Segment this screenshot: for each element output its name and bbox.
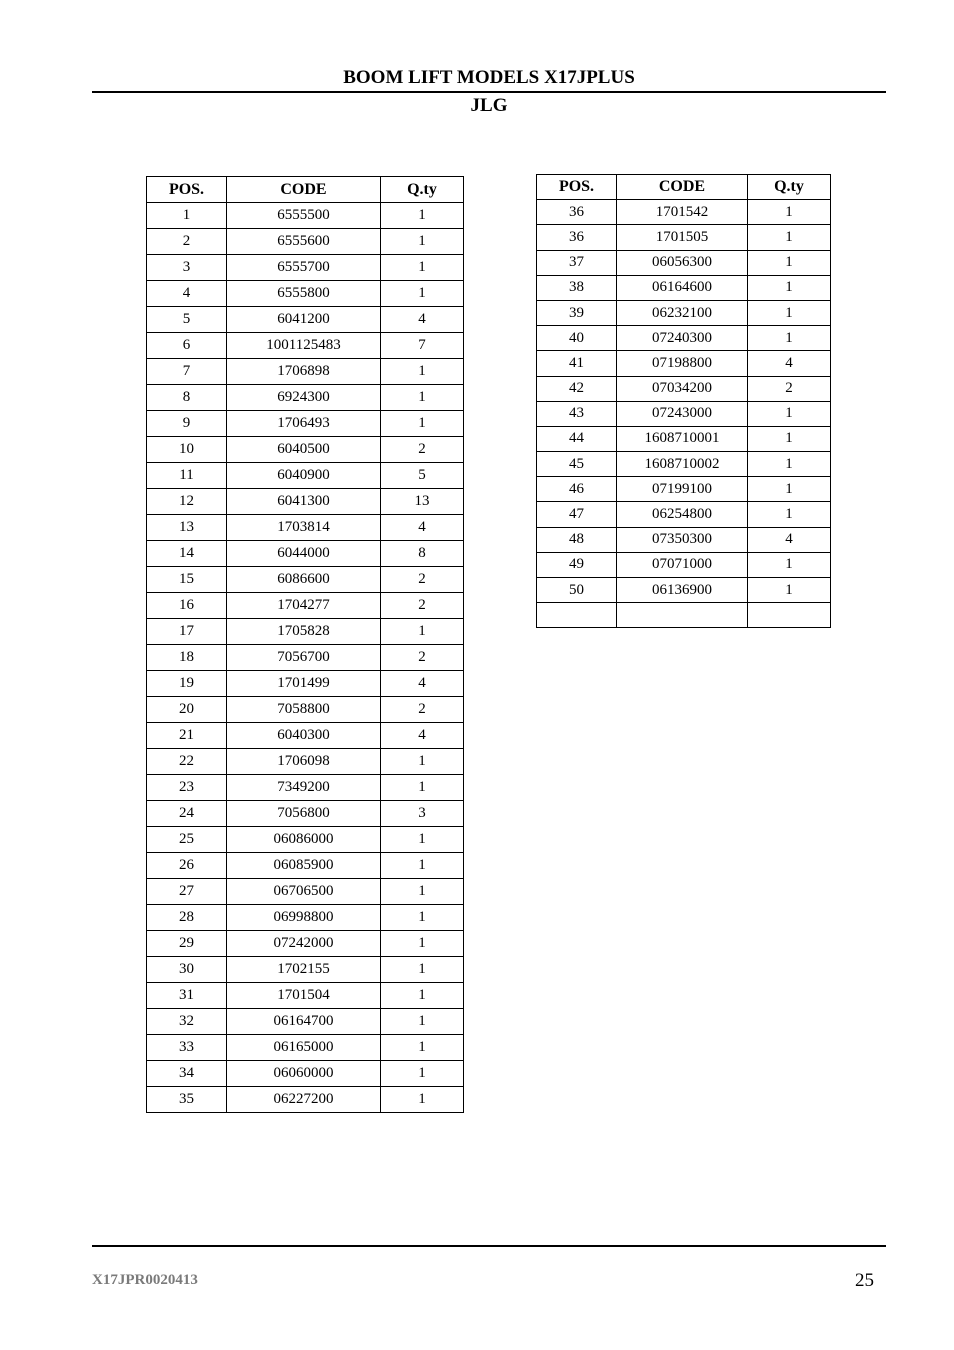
code-cell: 1706493 <box>227 411 381 437</box>
qty-cell: 1 <box>381 255 464 281</box>
qty-cell: 1 <box>748 275 831 300</box>
pos-cell: 7 <box>147 359 227 385</box>
qty-cell: 1 <box>381 775 464 801</box>
qty-cell: 3 <box>381 801 464 827</box>
code-cell: 06060000 <box>227 1061 381 1087</box>
table-row <box>537 300 831 325</box>
pos-cell: 36 <box>537 225 617 250</box>
pos-cell: 28 <box>147 905 227 931</box>
table-header-row <box>147 177 464 203</box>
table-row <box>147 1009 464 1035</box>
pos-cell: 21 <box>147 723 227 749</box>
pos-cell: 32 <box>147 1009 227 1035</box>
table-row <box>147 645 464 671</box>
table-row <box>147 281 464 307</box>
table-row <box>147 671 464 697</box>
code-cell: 1702155 <box>227 957 381 983</box>
qty-cell: 8 <box>381 541 464 567</box>
table-row <box>147 931 464 957</box>
pos-cell: 41 <box>537 351 617 376</box>
qty-cell: 1 <box>748 250 831 275</box>
table-row <box>147 879 464 905</box>
code-cell: 7349200 <box>227 775 381 801</box>
parts-table-left-body <box>147 203 464 1113</box>
pos-cell: 3 <box>147 255 227 281</box>
code-cell: 06706500 <box>227 879 381 905</box>
code-cell: 07243000 <box>617 401 748 426</box>
code-cell: 1701499 <box>227 671 381 697</box>
pos-cell <box>537 603 617 628</box>
pos-cell: 50 <box>537 578 617 603</box>
table-row <box>537 603 831 628</box>
qty-cell: 7 <box>381 333 464 359</box>
qty-cell: 1 <box>381 957 464 983</box>
pos-cell: 11 <box>147 463 227 489</box>
table-row <box>537 351 831 376</box>
code-cell: 7056700 <box>227 645 381 671</box>
qty-cell: 1 <box>748 225 831 250</box>
qty-cell: 1 <box>381 983 464 1009</box>
code-cell: 06136900 <box>617 578 748 603</box>
pos-cell: 49 <box>537 552 617 577</box>
qty-cell: 4 <box>381 515 464 541</box>
qty-cell: 1 <box>748 200 831 225</box>
table-row <box>147 853 464 879</box>
pos-cell: 10 <box>147 437 227 463</box>
pos-cell: 5 <box>147 307 227 333</box>
code-cell: 6040900 <box>227 463 381 489</box>
pos-cell: 45 <box>537 452 617 477</box>
pos-cell: 6 <box>147 333 227 359</box>
pos-cell: 39 <box>537 300 617 325</box>
table-header-row <box>537 175 831 200</box>
qty-cell: 4 <box>381 307 464 333</box>
pos-cell: 9 <box>147 411 227 437</box>
code-cell: 6924300 <box>227 385 381 411</box>
pos-cell: 48 <box>537 527 617 552</box>
table-row <box>537 275 831 300</box>
table-row <box>147 489 464 515</box>
table-row <box>537 452 831 477</box>
table-row <box>147 801 464 827</box>
document-subtitle: JLG <box>470 95 508 116</box>
pos-cell: 18 <box>147 645 227 671</box>
pos-cell: 46 <box>537 477 617 502</box>
table-row <box>537 426 831 451</box>
pos-cell: 23 <box>147 775 227 801</box>
code-cell: 06086000 <box>227 827 381 853</box>
table-row <box>147 255 464 281</box>
code-cell: 6044000 <box>227 541 381 567</box>
page-number: 25 <box>855 1270 874 1291</box>
table-row <box>147 983 464 1009</box>
code-cell: 6040300 <box>227 723 381 749</box>
qty-cell: 1 <box>381 1087 464 1113</box>
code-cell: 1001125483 <box>227 333 381 359</box>
table-row <box>147 619 464 645</box>
qty-cell: 4 <box>381 671 464 697</box>
table-row <box>147 359 464 385</box>
qty-cell: 1 <box>381 1035 464 1061</box>
code-cell: 1706898 <box>227 359 381 385</box>
qty-cell: 1 <box>381 931 464 957</box>
pos-cell: 24 <box>147 801 227 827</box>
code-cell: 06085900 <box>227 853 381 879</box>
code-cell: 06056300 <box>617 250 748 275</box>
table-row <box>147 541 464 567</box>
qty-cell: 1 <box>381 203 464 229</box>
code-cell: 07071000 <box>617 552 748 577</box>
qty-cell: 1 <box>381 1061 464 1087</box>
table-row <box>147 827 464 853</box>
pos-cell: 25 <box>147 827 227 853</box>
table-row <box>147 749 464 775</box>
pos-cell: 2 <box>147 229 227 255</box>
table-row <box>537 326 831 351</box>
table-row <box>147 515 464 541</box>
pos-cell: 15 <box>147 567 227 593</box>
parts-table-left <box>146 176 464 1113</box>
code-cell: 1701504 <box>227 983 381 1009</box>
pos-cell: 31 <box>147 983 227 1009</box>
qty-cell <box>748 603 831 628</box>
table-row <box>537 578 831 603</box>
code-cell: 06164600 <box>617 275 748 300</box>
table-row <box>537 527 831 552</box>
qty-cell: 2 <box>748 376 831 401</box>
qty-cell: 4 <box>748 527 831 552</box>
code-cell: 07199100 <box>617 477 748 502</box>
code-cell: 6555800 <box>227 281 381 307</box>
table-row <box>147 203 464 229</box>
pos-cell: 17 <box>147 619 227 645</box>
qty-cell: 1 <box>748 326 831 351</box>
code-cell: 06164700 <box>227 1009 381 1035</box>
qty-cell: 2 <box>381 697 464 723</box>
qty-cell: 1 <box>748 452 831 477</box>
pos-cell: 20 <box>147 697 227 723</box>
qty-cell: 1 <box>381 385 464 411</box>
code-cell: 07242000 <box>227 931 381 957</box>
column-header-code: CODE <box>617 175 748 200</box>
code-cell: 6555600 <box>227 229 381 255</box>
code-cell: 6086600 <box>227 567 381 593</box>
table-row <box>147 1035 464 1061</box>
pos-cell: 16 <box>147 593 227 619</box>
qty-cell: 1 <box>381 411 464 437</box>
column-header-pos: POS. <box>147 177 227 203</box>
code-cell <box>617 603 748 628</box>
pos-cell: 29 <box>147 931 227 957</box>
table-row <box>147 437 464 463</box>
table-row <box>147 723 464 749</box>
pos-cell: 36 <box>537 200 617 225</box>
qty-cell: 1 <box>381 281 464 307</box>
qty-cell: 1 <box>381 905 464 931</box>
code-cell: 07198800 <box>617 351 748 376</box>
table-row <box>537 401 831 426</box>
pos-cell: 13 <box>147 515 227 541</box>
pos-cell: 34 <box>147 1061 227 1087</box>
pos-cell: 1 <box>147 203 227 229</box>
qty-cell: 5 <box>381 463 464 489</box>
pos-cell: 40 <box>537 326 617 351</box>
code-cell: 7056800 <box>227 801 381 827</box>
code-cell: 07034200 <box>617 376 748 401</box>
pos-cell: 19 <box>147 671 227 697</box>
qty-cell: 4 <box>381 723 464 749</box>
column-header-qty: Q.ty <box>748 175 831 200</box>
pos-cell: 37 <box>537 250 617 275</box>
table-row <box>147 567 464 593</box>
table-row <box>147 697 464 723</box>
code-cell: 1701542 <box>617 200 748 225</box>
table-row <box>147 307 464 333</box>
qty-cell: 1 <box>381 827 464 853</box>
table-row <box>537 502 831 527</box>
pos-cell: 38 <box>537 275 617 300</box>
table-row <box>147 463 464 489</box>
table-row <box>147 775 464 801</box>
code-cell: 1706098 <box>227 749 381 775</box>
pos-cell: 47 <box>537 502 617 527</box>
document-code: X17JPR0020413 <box>92 1272 198 1288</box>
code-cell: 1701505 <box>617 225 748 250</box>
code-cell: 06998800 <box>227 905 381 931</box>
qty-cell: 4 <box>748 351 831 376</box>
qty-cell: 2 <box>381 645 464 671</box>
document-title: BOOM LIFT MODELS X17JPLUS <box>343 67 635 88</box>
pos-cell: 30 <box>147 957 227 983</box>
pos-cell: 4 <box>147 281 227 307</box>
column-header-pos: POS. <box>537 175 617 200</box>
code-cell: 6041200 <box>227 307 381 333</box>
header-divider <box>92 91 886 93</box>
qty-cell: 2 <box>381 593 464 619</box>
parts-table-right-body <box>537 200 831 628</box>
column-header-code: CODE <box>227 177 381 203</box>
code-cell: 07350300 <box>617 527 748 552</box>
qty-cell: 1 <box>748 426 831 451</box>
table-row <box>537 376 831 401</box>
pos-cell: 22 <box>147 749 227 775</box>
qty-cell: 1 <box>748 578 831 603</box>
pos-cell: 35 <box>147 1087 227 1113</box>
code-cell: 06254800 <box>617 502 748 527</box>
code-cell: 1703814 <box>227 515 381 541</box>
code-cell: 06165000 <box>227 1035 381 1061</box>
code-cell: 1608710001 <box>617 426 748 451</box>
parts-table-right <box>536 174 831 628</box>
table-row <box>147 905 464 931</box>
code-cell: 06227200 <box>227 1087 381 1113</box>
pos-cell: 26 <box>147 853 227 879</box>
pos-cell: 42 <box>537 376 617 401</box>
table-row <box>147 593 464 619</box>
table-row <box>537 477 831 502</box>
pos-cell: 43 <box>537 401 617 426</box>
code-cell: 6555700 <box>227 255 381 281</box>
qty-cell: 1 <box>748 502 831 527</box>
code-cell: 6555500 <box>227 203 381 229</box>
qty-cell: 1 <box>381 879 464 905</box>
table-row <box>147 1087 464 1113</box>
qty-cell: 1 <box>381 229 464 255</box>
code-cell: 06232100 <box>617 300 748 325</box>
table-row <box>147 1061 464 1087</box>
code-cell: 6041300 <box>227 489 381 515</box>
code-cell: 1704277 <box>227 593 381 619</box>
column-header-qty: Q.ty <box>381 177 464 203</box>
table-row <box>537 225 831 250</box>
code-cell: 1705828 <box>227 619 381 645</box>
qty-cell: 2 <box>381 567 464 593</box>
table-row <box>147 229 464 255</box>
pos-cell: 27 <box>147 879 227 905</box>
code-cell: 6040500 <box>227 437 381 463</box>
table-row <box>537 250 831 275</box>
qty-cell: 1 <box>748 401 831 426</box>
qty-cell: 1 <box>381 853 464 879</box>
code-cell: 07240300 <box>617 326 748 351</box>
qty-cell: 1 <box>381 1009 464 1035</box>
qty-cell: 1 <box>381 749 464 775</box>
pos-cell: 12 <box>147 489 227 515</box>
qty-cell: 1 <box>381 619 464 645</box>
table-row <box>537 200 831 225</box>
footer-divider <box>92 1245 886 1247</box>
table-row <box>147 411 464 437</box>
qty-cell: 13 <box>381 489 464 515</box>
qty-cell: 1 <box>381 359 464 385</box>
pos-cell: 44 <box>537 426 617 451</box>
qty-cell: 2 <box>381 437 464 463</box>
pos-cell: 33 <box>147 1035 227 1061</box>
table-row <box>147 957 464 983</box>
pos-cell: 8 <box>147 385 227 411</box>
table-row <box>537 552 831 577</box>
table-row <box>147 385 464 411</box>
table-row <box>147 333 464 359</box>
code-cell: 1608710002 <box>617 452 748 477</box>
code-cell: 7058800 <box>227 697 381 723</box>
qty-cell: 1 <box>748 477 831 502</box>
qty-cell: 1 <box>748 552 831 577</box>
pos-cell: 14 <box>147 541 227 567</box>
qty-cell: 1 <box>748 300 831 325</box>
